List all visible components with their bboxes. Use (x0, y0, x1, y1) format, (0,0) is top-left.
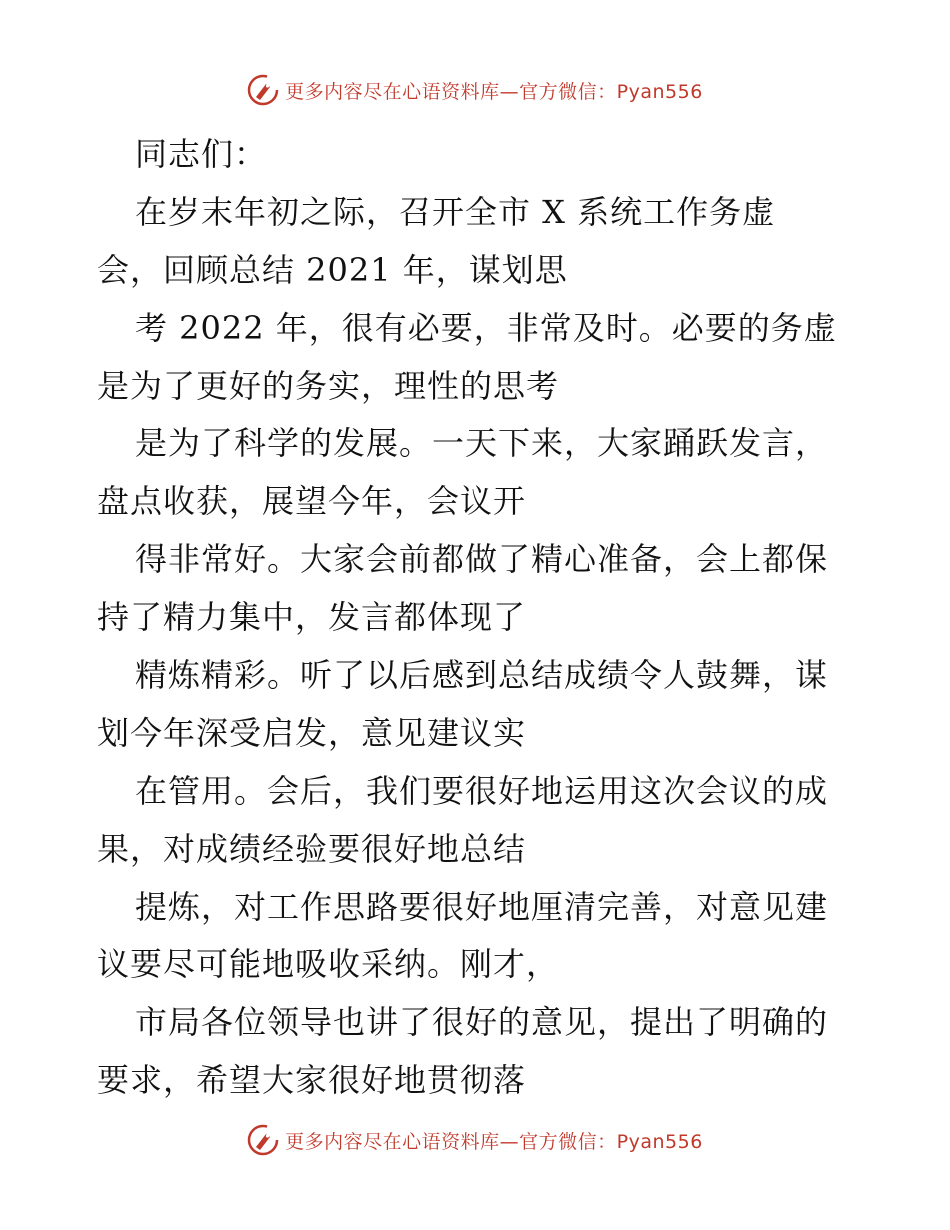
pen-nib-logo-icon (247, 1124, 279, 1156)
text-line: 提炼，对工作思路要很好地厘清完善，对意见建 (135, 887, 829, 926)
text-line: 是为了科学的发展。一天下来，大家踊跃发言， (135, 424, 829, 463)
text-line: 持了精力集中，发言都体现了 (97, 598, 527, 637)
text-line: 是为了更好的务实，理性的思考 (97, 366, 560, 405)
text-line: 划今年深受启发，意见建议实 (97, 713, 527, 752)
text-line: 果，对成绩经验要很好地总结 (97, 829, 527, 868)
text-line: 精炼精彩。听了以后感到总结成绩令人鼓舞，谋 (135, 656, 829, 695)
text-line: 在岁末年初之际，召开全市 X 系统工作务虚 (135, 192, 776, 231)
banner-text: 更多内容尽在心语资料库—官方微信：Pyan556 (285, 1130, 703, 1153)
text-line: 市局各位领导也讲了很好的意见，提出了明确的 (135, 1003, 829, 1042)
text-line: 盘点收获，展望今年，会议开 (97, 482, 527, 521)
text-line: 会，回顾总结 2021 年，谋划思 (97, 250, 568, 289)
text-line: 同志们： (135, 135, 268, 173)
pen-nib-logo-icon (247, 74, 279, 106)
header-banner (0, 70, 950, 110)
document-body (97, 126, 857, 1110)
text-line: 在管用。会后，我们要很好地运用这次会议的成 (135, 771, 829, 810)
banner-text: 更多内容尽在心语资料库—官方微信：Pyan556 (285, 80, 703, 103)
text-line: 议要尽可能地吸收采纳。刚才， (97, 945, 560, 984)
text-line: 得非常好。大家会前都做了精心准备，会上都保 (135, 540, 829, 579)
footer-banner (0, 1120, 950, 1160)
text-line: 考 2022 年，很有必要，非常及时。必要的务虚 (135, 308, 837, 347)
text-line: 要求，希望大家很好地贯彻落 (97, 1061, 527, 1100)
